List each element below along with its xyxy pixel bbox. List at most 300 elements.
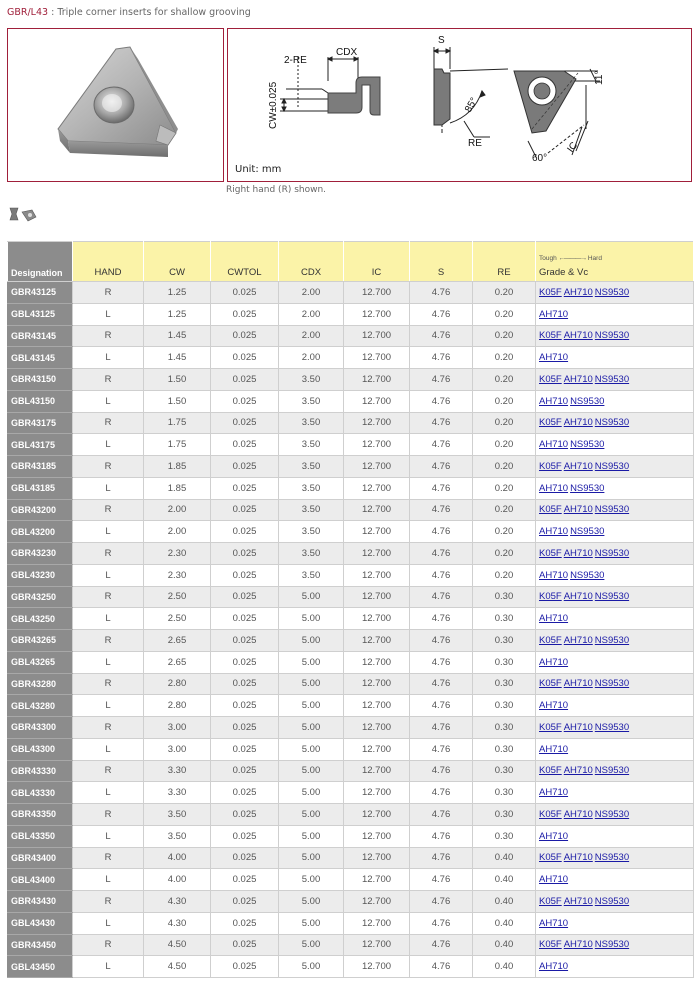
cwtol-cell: 0.025: [211, 521, 279, 543]
re-cell: 0.40: [473, 956, 536, 978]
col-cwtol: CWTOL: [211, 242, 279, 282]
grade-link[interactable]: AH710: [563, 721, 593, 733]
s-cell: 4.76: [410, 934, 473, 956]
cw-cell: 2.65: [144, 630, 211, 652]
grades-cell: [536, 673, 694, 695]
grade-link[interactable]: AH710: [563, 939, 593, 951]
grades-cell: [536, 956, 694, 978]
table-row: [8, 738, 694, 760]
designation-cell: GBL43330: [8, 782, 73, 804]
re-cell: 0.30: [473, 804, 536, 826]
grade-link[interactable]: AH710: [563, 373, 593, 385]
s-cell: 4.76: [410, 412, 473, 434]
grade-link[interactable]: AH710: [563, 591, 593, 603]
designation-cell: GBL43185: [8, 477, 73, 499]
ic-cell: 12.700: [344, 825, 410, 847]
grade-link[interactable]: NS9530: [570, 569, 605, 581]
hand-cell: R: [73, 543, 144, 565]
cdx-cell: 5.00: [279, 912, 344, 934]
grade-link[interactable]: K05F: [539, 591, 562, 603]
table-row: [8, 456, 694, 478]
grade-link[interactable]: AH710: [539, 787, 569, 799]
drawing-label-ic: IC: [565, 140, 581, 155]
cw-cell: 3.30: [144, 760, 211, 782]
grade-link[interactable]: AH710: [539, 569, 569, 581]
designation-cell: GBR43330: [8, 760, 73, 782]
grade-link[interactable]: K05F: [539, 286, 562, 298]
cw-cell: 1.85: [144, 477, 211, 499]
hand-cell: R: [73, 325, 144, 347]
grade-link[interactable]: K05F: [539, 634, 562, 646]
grade-link[interactable]: AH710: [563, 504, 593, 516]
grade-link[interactable]: NS9530: [594, 939, 630, 951]
hand-cell: L: [73, 608, 144, 630]
table-row: [8, 608, 694, 630]
grade-link[interactable]: AH710: [563, 895, 593, 907]
grade-link[interactable]: K05F: [539, 547, 562, 559]
cdx-cell: 5.00: [279, 825, 344, 847]
table-row: [8, 434, 694, 456]
designation-cell: GBL43145: [8, 347, 73, 369]
hand-caption: Right hand (R) shown.: [226, 185, 327, 195]
cwtol-cell: 0.025: [211, 543, 279, 565]
designation-cell: GBL43400: [8, 869, 73, 891]
cw-cell: 2.65: [144, 651, 211, 673]
cw-cell: 1.45: [144, 325, 211, 347]
grade-link[interactable]: K05F: [539, 939, 562, 951]
hand-cell: L: [73, 782, 144, 804]
ic-cell: 12.700: [344, 869, 410, 891]
page-title: [7, 7, 251, 18]
s-cell: 4.76: [410, 695, 473, 717]
cwtol-cell: 0.025: [211, 673, 279, 695]
cdx-cell: 3.50: [279, 499, 344, 521]
cw-cell: 2.00: [144, 521, 211, 543]
ic-cell: 12.700: [344, 804, 410, 826]
tough-hard-scale: [539, 255, 693, 262]
col-re: RE: [473, 242, 536, 282]
ic-cell: 12.700: [344, 456, 410, 478]
grade-link[interactable]: K05F: [539, 721, 562, 733]
grade-link[interactable]: K05F: [539, 765, 562, 777]
re-cell: 0.20: [473, 282, 536, 304]
grade-link[interactable]: NS9530: [594, 808, 630, 820]
ic-cell: 12.700: [344, 630, 410, 652]
table-row: [8, 760, 694, 782]
ic-cell: 12.700: [344, 303, 410, 325]
cwtol-cell: 0.025: [211, 782, 279, 804]
cw-cell: 1.75: [144, 412, 211, 434]
cwtol-cell: 0.025: [211, 630, 279, 652]
cdx-cell: 5.00: [279, 586, 344, 608]
grades-cell: [536, 325, 694, 347]
cw-cell: 1.50: [144, 369, 211, 391]
product-code: GBR/L43: [7, 7, 49, 18]
re-cell: 0.20: [473, 456, 536, 478]
table-row: [8, 651, 694, 673]
grade-link[interactable]: NS9530: [594, 765, 630, 777]
re-cell: 0.30: [473, 717, 536, 739]
re-cell: 0.20: [473, 434, 536, 456]
re-cell: 0.30: [473, 760, 536, 782]
grade-link[interactable]: AH710: [539, 439, 569, 451]
s-cell: 4.76: [410, 956, 473, 978]
designation-cell: GBL43200: [8, 521, 73, 543]
re-cell: 0.30: [473, 586, 536, 608]
table-row: [8, 347, 694, 369]
grades-cell: [536, 825, 694, 847]
grade-link[interactable]: K05F: [539, 373, 562, 385]
cwtol-cell: 0.025: [211, 760, 279, 782]
s-cell: 4.76: [410, 717, 473, 739]
cw-cell: 3.00: [144, 738, 211, 760]
cdx-cell: 3.50: [279, 390, 344, 412]
col-designation: Designation: [8, 242, 73, 282]
grade-link[interactable]: K05F: [539, 330, 562, 342]
grade-link[interactable]: NS9530: [594, 286, 630, 298]
cdx-cell: 2.00: [279, 282, 344, 304]
re-cell: 0.20: [473, 564, 536, 586]
grade-link[interactable]: NS9530: [594, 678, 630, 690]
cwtol-cell: 0.025: [211, 825, 279, 847]
grade-link[interactable]: NS9530: [594, 852, 630, 864]
ic-cell: 12.700: [344, 390, 410, 412]
table-row: [8, 782, 694, 804]
ic-cell: 12.700: [344, 847, 410, 869]
s-cell: 4.76: [410, 891, 473, 913]
cwtol-cell: 0.025: [211, 499, 279, 521]
table-row: [8, 390, 694, 412]
cw-cell: 4.30: [144, 912, 211, 934]
hand-cell: R: [73, 717, 144, 739]
designation-cell: GBR43430: [8, 891, 73, 913]
designation-cell: GBL43265: [8, 651, 73, 673]
scale-arrow-icon: ←———→: [558, 255, 587, 262]
cwtol-cell: 0.025: [211, 586, 279, 608]
re-cell: 0.40: [473, 912, 536, 934]
grade-link[interactable]: NS9530: [570, 526, 605, 538]
designation-cell: GBR43185: [8, 456, 73, 478]
cwtol-cell: 0.025: [211, 891, 279, 913]
grades-cell: [536, 804, 694, 826]
grade-link[interactable]: AH710: [563, 634, 593, 646]
s-cell: 4.76: [410, 369, 473, 391]
cdx-cell: 5.00: [279, 934, 344, 956]
cw-cell: 1.85: [144, 456, 211, 478]
designation-cell: GBR43230: [8, 543, 73, 565]
s-cell: 4.76: [410, 543, 473, 565]
grades-cell: [536, 912, 694, 934]
grade-link[interactable]: AH710: [539, 917, 569, 929]
grade-link[interactable]: NS9530: [570, 439, 605, 451]
grades-cell: [536, 456, 694, 478]
grade-link[interactable]: AH710: [539, 395, 569, 407]
grade-link[interactable]: NS9530: [594, 547, 630, 559]
grades-cell: [536, 347, 694, 369]
col-cw: CW: [144, 242, 211, 282]
cw-cell: 1.75: [144, 434, 211, 456]
cwtol-cell: 0.025: [211, 390, 279, 412]
grade-link[interactable]: NS9530: [594, 721, 630, 733]
table-row: [8, 934, 694, 956]
designation-cell: GBR43350: [8, 804, 73, 826]
drawing-label-85: 85°: [463, 95, 481, 115]
title-separator: :: [48, 7, 58, 18]
grade-link[interactable]: NS9530: [594, 330, 630, 342]
re-cell: 0.20: [473, 303, 536, 325]
table-row: [8, 717, 694, 739]
designation-cell: GBR43280: [8, 673, 73, 695]
re-cell: 0.20: [473, 369, 536, 391]
designation-cell: GBR43300: [8, 717, 73, 739]
re-cell: 0.20: [473, 390, 536, 412]
designation-cell: GBL43175: [8, 434, 73, 456]
hand-cell: L: [73, 869, 144, 891]
hand-cell: L: [73, 825, 144, 847]
tough-label: Tough: [539, 255, 557, 262]
cw-cell: 4.00: [144, 847, 211, 869]
product-description: Triple corner inserts for shallow grooving: [57, 7, 251, 18]
designation-cell: GBL43150: [8, 390, 73, 412]
table-row: [8, 369, 694, 391]
cdx-cell: 2.00: [279, 347, 344, 369]
cw-cell: 3.50: [144, 804, 211, 826]
table-row: [8, 521, 694, 543]
grade-link[interactable]: AH710: [563, 852, 593, 864]
cdx-cell: 5.00: [279, 782, 344, 804]
grades-cell: [536, 369, 694, 391]
cwtol-cell: 0.025: [211, 912, 279, 934]
s-cell: 4.76: [410, 825, 473, 847]
grade-link[interactable]: AH710: [563, 460, 593, 472]
table-row: [8, 912, 694, 934]
grades-cell: [536, 543, 694, 565]
s-cell: 4.76: [410, 390, 473, 412]
ic-cell: 12.700: [344, 891, 410, 913]
grade-link[interactable]: AH710: [539, 961, 569, 973]
drawing-label-s: S: [438, 35, 445, 46]
cwtol-cell: 0.025: [211, 325, 279, 347]
cdx-cell: 3.50: [279, 369, 344, 391]
ic-cell: 12.700: [344, 369, 410, 391]
hand-cell: L: [73, 912, 144, 934]
re-cell: 0.20: [473, 521, 536, 543]
grade-link[interactable]: NS9530: [594, 591, 630, 603]
ic-cell: 12.700: [344, 760, 410, 782]
grade-link[interactable]: K05F: [539, 678, 562, 690]
drawing-label-2re: 2-RE: [284, 55, 307, 66]
table-row: [8, 303, 694, 325]
hard-label: Hard: [587, 255, 602, 262]
cdx-cell: 5.00: [279, 869, 344, 891]
hand-cell: L: [73, 390, 144, 412]
grade-link[interactable]: NS9530: [594, 373, 630, 385]
cw-cell: 3.30: [144, 782, 211, 804]
s-cell: 4.76: [410, 347, 473, 369]
table-row: [8, 477, 694, 499]
cwtol-cell: 0.025: [211, 347, 279, 369]
cwtol-cell: 0.025: [211, 369, 279, 391]
ic-cell: 12.700: [344, 934, 410, 956]
grade-link[interactable]: NS9530: [594, 417, 630, 429]
hand-cell: R: [73, 760, 144, 782]
insert-photo: [8, 29, 223, 181]
grade-link[interactable]: AH710: [539, 526, 569, 538]
cwtol-cell: 0.025: [211, 564, 279, 586]
cwtol-cell: 0.025: [211, 303, 279, 325]
cdx-cell: 3.50: [279, 543, 344, 565]
grade-link[interactable]: K05F: [539, 504, 562, 516]
grades-cell: [536, 586, 694, 608]
grades-cell: [536, 412, 694, 434]
grade-link[interactable]: AH710: [539, 352, 569, 364]
cdx-cell: 5.00: [279, 738, 344, 760]
hand-cell: R: [73, 891, 144, 913]
grade-label: Grade & Vc: [539, 267, 589, 278]
table-row: [8, 630, 694, 652]
grade-link[interactable]: AH710: [539, 743, 569, 755]
ic-cell: 12.700: [344, 499, 410, 521]
re-cell: 0.30: [473, 608, 536, 630]
ic-cell: 12.700: [344, 956, 410, 978]
grade-link[interactable]: NS9530: [594, 895, 630, 907]
s-cell: 4.76: [410, 521, 473, 543]
grade-link[interactable]: AH710: [563, 765, 593, 777]
col-cdx: CDX: [279, 242, 344, 282]
table-row: [8, 499, 694, 521]
designation-cell: GBL43250: [8, 608, 73, 630]
table-row: [8, 891, 694, 913]
grades-cell: [536, 847, 694, 869]
re-cell: 0.20: [473, 325, 536, 347]
cw-cell: 3.00: [144, 717, 211, 739]
cdx-cell: 3.50: [279, 477, 344, 499]
s-cell: 4.76: [410, 608, 473, 630]
grade-link[interactable]: AH710: [539, 308, 569, 320]
grade-link[interactable]: AH710: [563, 286, 593, 298]
grade-link[interactable]: AH710: [563, 330, 593, 342]
cwtol-cell: 0.025: [211, 434, 279, 456]
ic-cell: 12.700: [344, 564, 410, 586]
table-row: [8, 695, 694, 717]
grade-link[interactable]: NS9530: [594, 460, 630, 472]
designation-cell: GBR43125: [8, 282, 73, 304]
designation-cell: GBR43250: [8, 586, 73, 608]
ic-cell: 12.700: [344, 782, 410, 804]
s-cell: 4.76: [410, 325, 473, 347]
grade-link[interactable]: AH710: [539, 482, 569, 494]
cwtol-cell: 0.025: [211, 456, 279, 478]
ic-cell: 12.700: [344, 325, 410, 347]
grade-link[interactable]: K05F: [539, 808, 562, 820]
s-cell: 4.76: [410, 651, 473, 673]
grade-link[interactable]: K05F: [539, 852, 562, 864]
cwtol-cell: 0.025: [211, 608, 279, 630]
hand-cell: R: [73, 369, 144, 391]
cw-cell: 2.80: [144, 673, 211, 695]
drawing-label-cdx: CDX: [336, 47, 358, 58]
re-cell: 0.40: [473, 869, 536, 891]
re-cell: 0.40: [473, 934, 536, 956]
grades-cell: [536, 303, 694, 325]
s-cell: 4.76: [410, 847, 473, 869]
cwtol-cell: 0.025: [211, 869, 279, 891]
grade-link[interactable]: AH710: [539, 874, 569, 886]
drawing-label-11: 11°: [594, 70, 605, 85]
table-row: [8, 804, 694, 826]
designation-cell: GBL43350: [8, 825, 73, 847]
grade-link[interactable]: AH710: [539, 656, 569, 668]
grades-cell: [536, 782, 694, 804]
drawing-label-cw: CW±0.025: [268, 81, 279, 129]
grade-link[interactable]: NS9530: [594, 504, 630, 516]
ic-cell: 12.700: [344, 738, 410, 760]
grade-link[interactable]: AH710: [539, 613, 569, 625]
cwtol-cell: 0.025: [211, 477, 279, 499]
table-row: [8, 564, 694, 586]
hand-cell: R: [73, 673, 144, 695]
cw-cell: 2.80: [144, 695, 211, 717]
grade-link[interactable]: NS9530: [570, 395, 605, 407]
grade-link[interactable]: AH710: [563, 808, 593, 820]
s-cell: 4.76: [410, 912, 473, 934]
grade-link[interactable]: AH710: [563, 547, 593, 559]
hand-cell: L: [73, 651, 144, 673]
cw-cell: 1.45: [144, 347, 211, 369]
re-cell: 0.30: [473, 630, 536, 652]
cdx-cell: 5.00: [279, 651, 344, 673]
grade-link[interactable]: K05F: [539, 895, 562, 907]
grade-link[interactable]: AH710: [563, 417, 593, 429]
cwtol-cell: 0.025: [211, 934, 279, 956]
s-cell: 4.76: [410, 630, 473, 652]
grade-link[interactable]: AH710: [539, 830, 569, 842]
cdx-cell: 5.00: [279, 804, 344, 826]
cw-cell: 1.25: [144, 303, 211, 325]
ic-cell: 12.700: [344, 477, 410, 499]
grade-link[interactable]: NS9530: [570, 482, 605, 494]
technical-drawing-frame: [227, 28, 692, 182]
grade-link[interactable]: K05F: [539, 460, 562, 472]
cw-cell: 1.25: [144, 282, 211, 304]
hand-cell: R: [73, 630, 144, 652]
hand-cell: L: [73, 477, 144, 499]
table-row: [8, 586, 694, 608]
hand-cell: L: [73, 303, 144, 325]
cdx-cell: 3.50: [279, 412, 344, 434]
ic-cell: 12.700: [344, 543, 410, 565]
re-cell: 0.40: [473, 847, 536, 869]
grades-cell: [536, 651, 694, 673]
hand-cell: L: [73, 738, 144, 760]
grade-link[interactable]: K05F: [539, 417, 562, 429]
re-cell: 0.30: [473, 651, 536, 673]
cwtol-cell: 0.025: [211, 956, 279, 978]
grade-link[interactable]: AH710: [539, 700, 569, 712]
re-cell: 0.30: [473, 695, 536, 717]
table-row: [8, 956, 694, 978]
table-row: [8, 325, 694, 347]
hand-cell: R: [73, 456, 144, 478]
grade-link[interactable]: NS9530: [594, 634, 630, 646]
cdx-cell: 3.50: [279, 564, 344, 586]
ic-cell: 12.700: [344, 717, 410, 739]
table-body: [8, 282, 694, 978]
grade-link[interactable]: AH710: [563, 678, 593, 690]
designation-cell: GBR43200: [8, 499, 73, 521]
re-cell: 0.40: [473, 891, 536, 913]
cdx-cell: 2.00: [279, 325, 344, 347]
